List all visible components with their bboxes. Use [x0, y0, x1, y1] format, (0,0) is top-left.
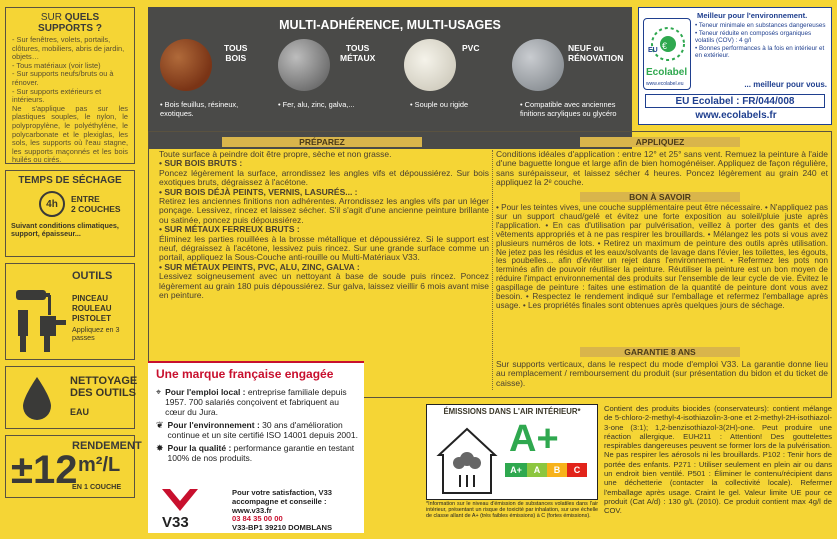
tile-wood-label-2: BOIS	[225, 53, 247, 63]
metal-swatch	[278, 39, 330, 91]
pvc-swatch	[404, 39, 456, 91]
svg-text:V33: V33	[162, 514, 189, 529]
ecolabel-site[interactable]: www.ecolabels.fr	[695, 110, 777, 121]
renovation-swatch	[512, 39, 564, 91]
paint-tools-icon	[14, 286, 70, 354]
rendement-panel	[5, 435, 142, 498]
supports-panel	[5, 7, 135, 164]
tool-pinceau: PINCEAU	[72, 294, 109, 303]
savoir-title: BON À SAVOIR	[580, 192, 740, 202]
emissions-grade: A+	[509, 418, 559, 460]
safety-warning-text: Contient des produits biocides (conservateurs): contient mélange de 5-chloro-2-methyl-4-isothiazolin-3-one et 2-methyl-2H-isothiazol-3-one (3:1); 1,2-benzisothiazol-3(2H)-one. Peut produire une réaction allergique. EUH211 : Attention! Des gouttelettes respirables dangereuses peuvent se former lors de la pulvérisation. Ne pas respirer les aérosols ni les brouillards. P102 : Tenir hors de portée des enfants. P271 : Utiliser seulement en plein air ou dans un endroit bien ventilé. P501 : Éliminer le contenu/récipient dans une déchetterie (contacter la collectivité locale). Refermer l'emballage après usage. Craint le gel. Valeur limite UE pour ce produit (Cat A/d) : 130 g/L (2010). Ce produit contient max 4g/l de COV.	[604, 404, 832, 516]
v33-logo	[156, 487, 204, 529]
emissions-footnote: *Information sur le niveau d'émission de substances volatiles dans l'air intérieur, présentant un risque de toxicité par inhalation, sur une échelle de classe allant de A+ (très faibles émissions) à C (fortes émissions).	[426, 501, 598, 520]
savoir-text: • Pour les teintes vives, une couche supplémentaire peut être nécessaire. • N'appliquez pas sur un support chaud/gelé et évitez une forte exposition au soleil/pluie juste après l'application. • En cas d'utilisation par pulvérisation, veillez à porter des gants et des vêtements appropriés et à ne pas respirer les brouillards. • Mélangez les pots si vous avez plusieurs numéros de lots. • Retirez un maximum de peinture des outils après utilisation. Ne jetez pas les résidus et les eaux/solvants de lavage dans l'évier, les toilettes, les égouts, les poubelles... afin d'éviter un rejet dans l'environnement. • Refermez les pots non terminés afin de pouvoir réutiliser la peinture. Réutiliser la peinture est un bon moyen de réduire l'impact environnemental des produits sur l'ensemble de leur cycle de vie. Évitez le gaspillage de peinture : faites une estimation de la quantité de peinture dont vous avez besoin. • Respectez le rendement indiqué sur l'emballage et refermez l'emballage après usage. • Les propriétés finales sont obtenues après quelques jours de séchage.	[496, 203, 828, 310]
emissions-title: ÉMISSIONS DANS L'AIR INTÉRIEUR*	[443, 407, 581, 416]
rendement-title: RENDEMENT	[72, 440, 142, 452]
ecolabel-panel	[638, 7, 832, 125]
preparez-content: Toute surface à peindre doit être propre, sèche et non grasse. • SUR BOIS BRUTS : Poncez légèrement la surface, arrondissez les angles vifs et dépoussiérez. Sur bois exotiques bruts, dégraissez à l'acétone. • SUR BOIS DÉJÀ PEINTS, VERNIS, LASURÉS... : Retirez les anciennes finitions non adhérentes. Arrondissez les angles vifs par un léger ponçage. Lessivez, rincez et laissez sécher. S'il s'agit d'une ancienne peinture brillante ou satinée, poncez puis dépoussiérez. • SUR MÉTAUX FERREUX BRUTS : Éliminez les parties rouillées à la brosse métallique et dépoussiérez. Si le support est neuf, dégraissez à l'acétone, lessivez puis rincez. Sur une grande surface comme un portail, appliquez la Sous-Couche anti-rouille ou Multi-Matériaux V33. • SUR MÉTAUX PEINTS, PVC, ALU, ZINC, GALVA : Lessivez soigneusement avec un nettoyant à base de soude puis rincez. Poncez légèrement au grain 180 puis dépoussiérez. Sur galva, laissez vieillir 6 mois avant mise en peinture.	[159, 149, 489, 301]
leaf-icon: ❦	[156, 420, 164, 430]
appliquez-title: APPLIQUEZ	[580, 137, 740, 147]
outils-note: Appliquez en 3 passes	[72, 325, 120, 343]
tile-metal-desc: • Fer, alu, zinc, galva,...	[278, 100, 355, 109]
tile-wood-label: TOUS	[224, 43, 248, 53]
engagement-item-emploi: ⌖ Pour l'emploi local : entreprise familiale depuis 1957. 700 salariés conçoivent et fabriquent au cœur du Jura.	[156, 387, 347, 417]
nettoyage-title: NETTOYAGE	[70, 375, 138, 387]
ecolabel-code: EU Ecolabel : FR/044/008	[645, 94, 825, 108]
engagement-card	[148, 361, 364, 533]
engagement-title: Une marque française engagée	[156, 367, 334, 381]
ecolabel-header: Meilleur pour l'environnement.	[697, 11, 808, 20]
ecolabel-tagline: ... meilleur pour vous.	[744, 80, 827, 89]
rendement-value: ±12	[11, 448, 78, 492]
wood-swatch	[160, 39, 212, 91]
nettoyage-title-2: DES OUTILS	[70, 387, 137, 399]
tile-wood-desc: • Bois feuillus, résineux, exotiques.	[160, 100, 239, 118]
garantie-title: GARANTIE 8 ANS	[580, 347, 740, 357]
nettoyage-agent: EAU	[70, 407, 90, 417]
engagement-item-environnement: ❦ Pour l'environnement : 30 ans d'amélioration continue et un site certifié ISO 14001 depuis 2001.	[156, 420, 358, 440]
ecolabel-bullet: • Teneur minimale en substances dangereuses	[695, 22, 826, 29]
tool-rouleau: ROULEAU	[72, 304, 112, 313]
supports-title: SUR QUELS SUPPORTS ?	[38, 12, 102, 34]
clock-icon: 4h	[39, 191, 65, 217]
tile-renovation-label: NEUF ou	[568, 43, 604, 53]
v33-phone[interactable]: 03 84 35 00 00	[232, 514, 283, 524]
engagement-item-qualite: ✸ Pour la qualité : performance garantie en testant 100% de nos produits.	[156, 443, 355, 463]
tile-pvc-desc: • Souple ou rigide	[410, 100, 469, 109]
nettoyage-panel	[5, 366, 138, 429]
v33-address: V33-BP1 39210 DOMBLANS	[232, 523, 333, 533]
tile-renovation-desc: • Compatible avec anciennes finitions acryliques ou glycéro	[520, 100, 617, 118]
garantie-text: Sur supports verticaux, dans le respect du mode d'emploi V33. La garantie donne lieu au remplacement / remboursement du produit (sur présentation du bidon et du ticket de caisse).	[496, 359, 828, 388]
appliquez-text: Conditions idéales d'application : entre 12° et 25° sans vent. Remuez la peinture à l'aide d'une baguette longue et large afin de bien homogénéiser. Appliquez de façon régulière, sans surépaisseur, et laissez sécher 4 heures. Poncez légèrement au grain 240 et appliquez la 2ᵉ couche.	[496, 149, 828, 188]
preparez-title: PRÉPAREZ	[222, 137, 422, 147]
outils-title: OUTILS	[72, 270, 113, 282]
outils-panel	[5, 263, 135, 360]
tile-renovation-label-2: RÉNOVATION	[568, 53, 624, 63]
location-pin-icon: ⌖	[156, 387, 162, 397]
satisfaction-text: Pour votre satisfaction, V33 accompagne et conseille :	[232, 488, 333, 506]
water-drop-icon	[20, 375, 54, 421]
sechage-panel	[5, 170, 135, 257]
ecolabel-logo	[643, 18, 691, 90]
eu-flower-icon	[645, 23, 691, 67]
column-divider	[492, 150, 493, 390]
multi-usage-banner	[148, 7, 632, 149]
ecolabel-eu: EU	[648, 47, 658, 54]
multi-title: MULTI-ADHÉRENCE, MULTI-USAGES	[279, 18, 501, 32]
sechage-label-2: 2 COUCHES	[71, 204, 121, 214]
sechage-note: Suivant conditions climatiques, support, épaisseur...	[11, 221, 119, 239]
ecolabel-bullet: • Bonnes performances à la fois en intérieur et en extérieur.	[695, 44, 825, 60]
emissions-label	[426, 404, 598, 500]
tile-metal-label: TOUS	[345, 43, 370, 53]
rendement-note: EN 1 COUCHE	[72, 482, 122, 491]
ecolabel-logo-url: www.ecolabel.eu	[646, 81, 684, 87]
tool-pistolet: PISTOLET	[72, 314, 111, 323]
tile-metal-label-2: MÉTAUX	[340, 53, 376, 63]
supports-list: - Sur fenêtres, volets, portails, clôtures, mobiliers, abris de jardin, objets… - Tous matériaux (voir liste) - Sur supports neufs/bruts ou à rénover. - Sur supports extérieurs et intérieurs. Ne s'applique pas sur les plastiques souples, le nylon, le polypropylène, le polyéthylène, le polycarbonate et le plexiglas, les sols, les supports où l'eau stagne, les supports maçonnés et les bois huilés ou cirés.	[12, 35, 128, 165]
emissions-scale: A+ A B C	[505, 463, 587, 477]
ecolabel-bullet: • Teneur réduite en composés organiques volatils (COV) : 4 g/l	[695, 29, 812, 45]
v33-site[interactable]: www.v33.fr	[232, 505, 272, 515]
rendement-unit: m²/L	[78, 454, 121, 476]
tile-pvc-label: PVC	[462, 43, 480, 53]
ecolabel-logo-text: Ecolabel	[646, 67, 688, 78]
house-cloud-icon	[435, 419, 499, 495]
svg-text:€: €	[662, 41, 668, 51]
star-badge-icon: ✸	[156, 443, 164, 453]
sechage-title: TEMPS DE SÉCHAGE	[18, 175, 122, 186]
sechage-label: ENTRE	[71, 194, 100, 204]
